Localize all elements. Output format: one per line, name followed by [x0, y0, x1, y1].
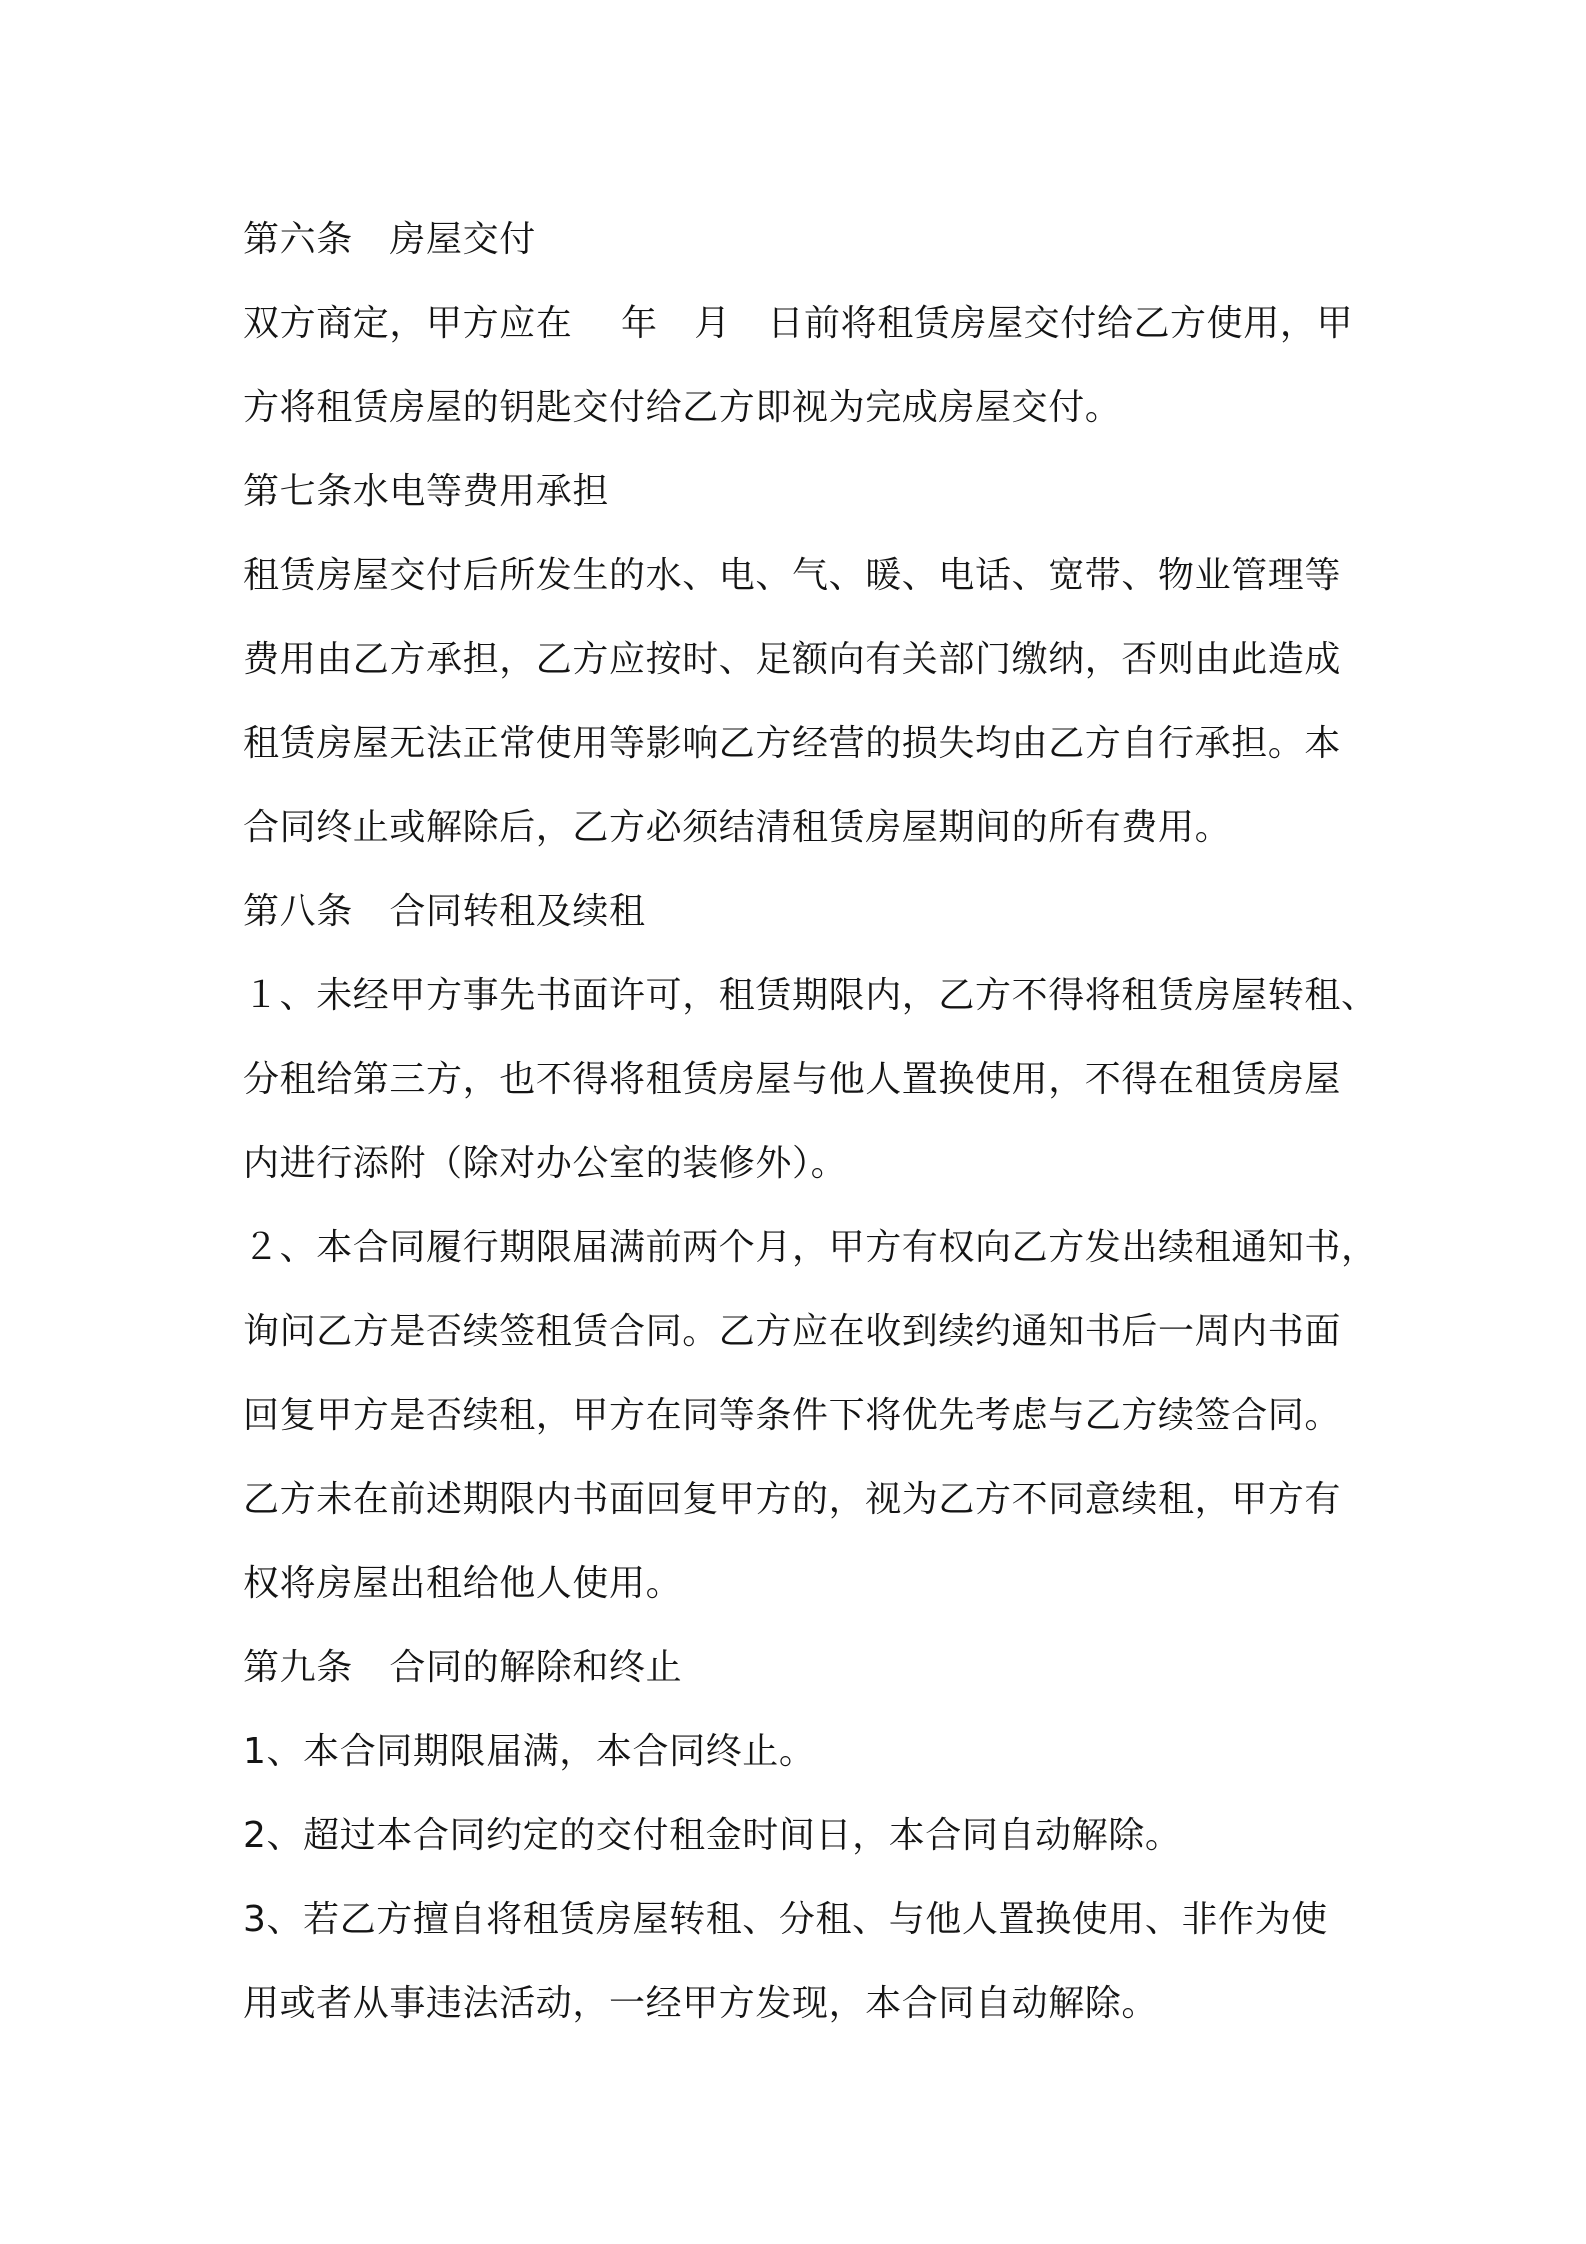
article-9-heading: 第九条 合同的解除和终止	[243, 1647, 683, 1688]
article-8-clause-2-line-2: 询问乙方是否续签租赁合同。乙方应在收到续约通知书后一周内书面	[243, 1311, 1342, 1352]
article-8-clause-2-line-1: ２、本合同履行期限届满前两个月，甲方有权向乙方发出续租通知书，	[243, 1227, 1378, 1268]
article-7-heading: 第七条水电等费用承担	[243, 471, 610, 512]
article-8-heading: 第八条 合同转租及续租	[243, 891, 646, 932]
article-8-clause-1-line-2: 分租给第三方，也不得将租赁房屋与他人置换使用，不得在租赁房屋	[243, 1059, 1342, 1100]
article-8-clause-1-line-3: 内进行添附（除对办公室的装修外）。	[243, 1143, 848, 1184]
article-8-clause-2-line-4: 乙方未在前述期限内书面回复甲方的，视为乙方不同意续租，甲方有	[243, 1479, 1342, 1520]
article-9-clause-2: 2、超过本合同约定的交付租金时间日，本合同自动解除。	[243, 1815, 1182, 1856]
article-9-clause-1: 1、本合同期限届满，本合同终止。	[243, 1731, 816, 1772]
article-6-text-line-1: 双方商定，甲方应在 年 月 日前将租赁房屋交付给乙方使用，甲	[243, 303, 1354, 344]
article-6-heading: 第六条 房屋交付	[243, 219, 536, 260]
article-8-clause-2-line-3: 回复甲方是否续租，甲方在同等条件下将优先考虑与乙方续签合同。	[243, 1395, 1342, 1436]
article-7-text-line-2: 费用由乙方承担，乙方应按时、足额向有关部门缴纳，否则由此造成	[243, 639, 1342, 680]
article-8-clause-1-line-1: １、未经甲方事先书面许可，租赁期限内，乙方不得将租赁房屋转租、	[243, 975, 1378, 1016]
article-6-text-line-2: 方将租赁房屋的钥匙交付给乙方即视为完成房屋交付。	[243, 387, 1122, 428]
document-body	[243, 198, 1378, 2046]
article-7-text-line-3: 租赁房屋无法正常使用等影响乙方经营的损失均由乙方自行承担。本	[243, 723, 1342, 764]
article-7-text-line-1: 租赁房屋交付后所发生的水、电、气、暖、电话、宽带、物业管理等	[243, 555, 1342, 596]
article-9-clause-3-line-2: 用或者从事违法活动，一经甲方发现，本合同自动解除。	[243, 1983, 1159, 2024]
article-9-clause-3-line-1: 3、若乙方擅自将租赁房屋转租、分租、与他人置换使用、非作为使	[243, 1899, 1328, 1940]
article-8-clause-2-line-5: 权将房屋出租给他人使用。	[243, 1563, 683, 1604]
article-7-text-line-4: 合同终止或解除后，乙方必须结清租赁房屋期间的所有费用。	[243, 807, 1232, 848]
